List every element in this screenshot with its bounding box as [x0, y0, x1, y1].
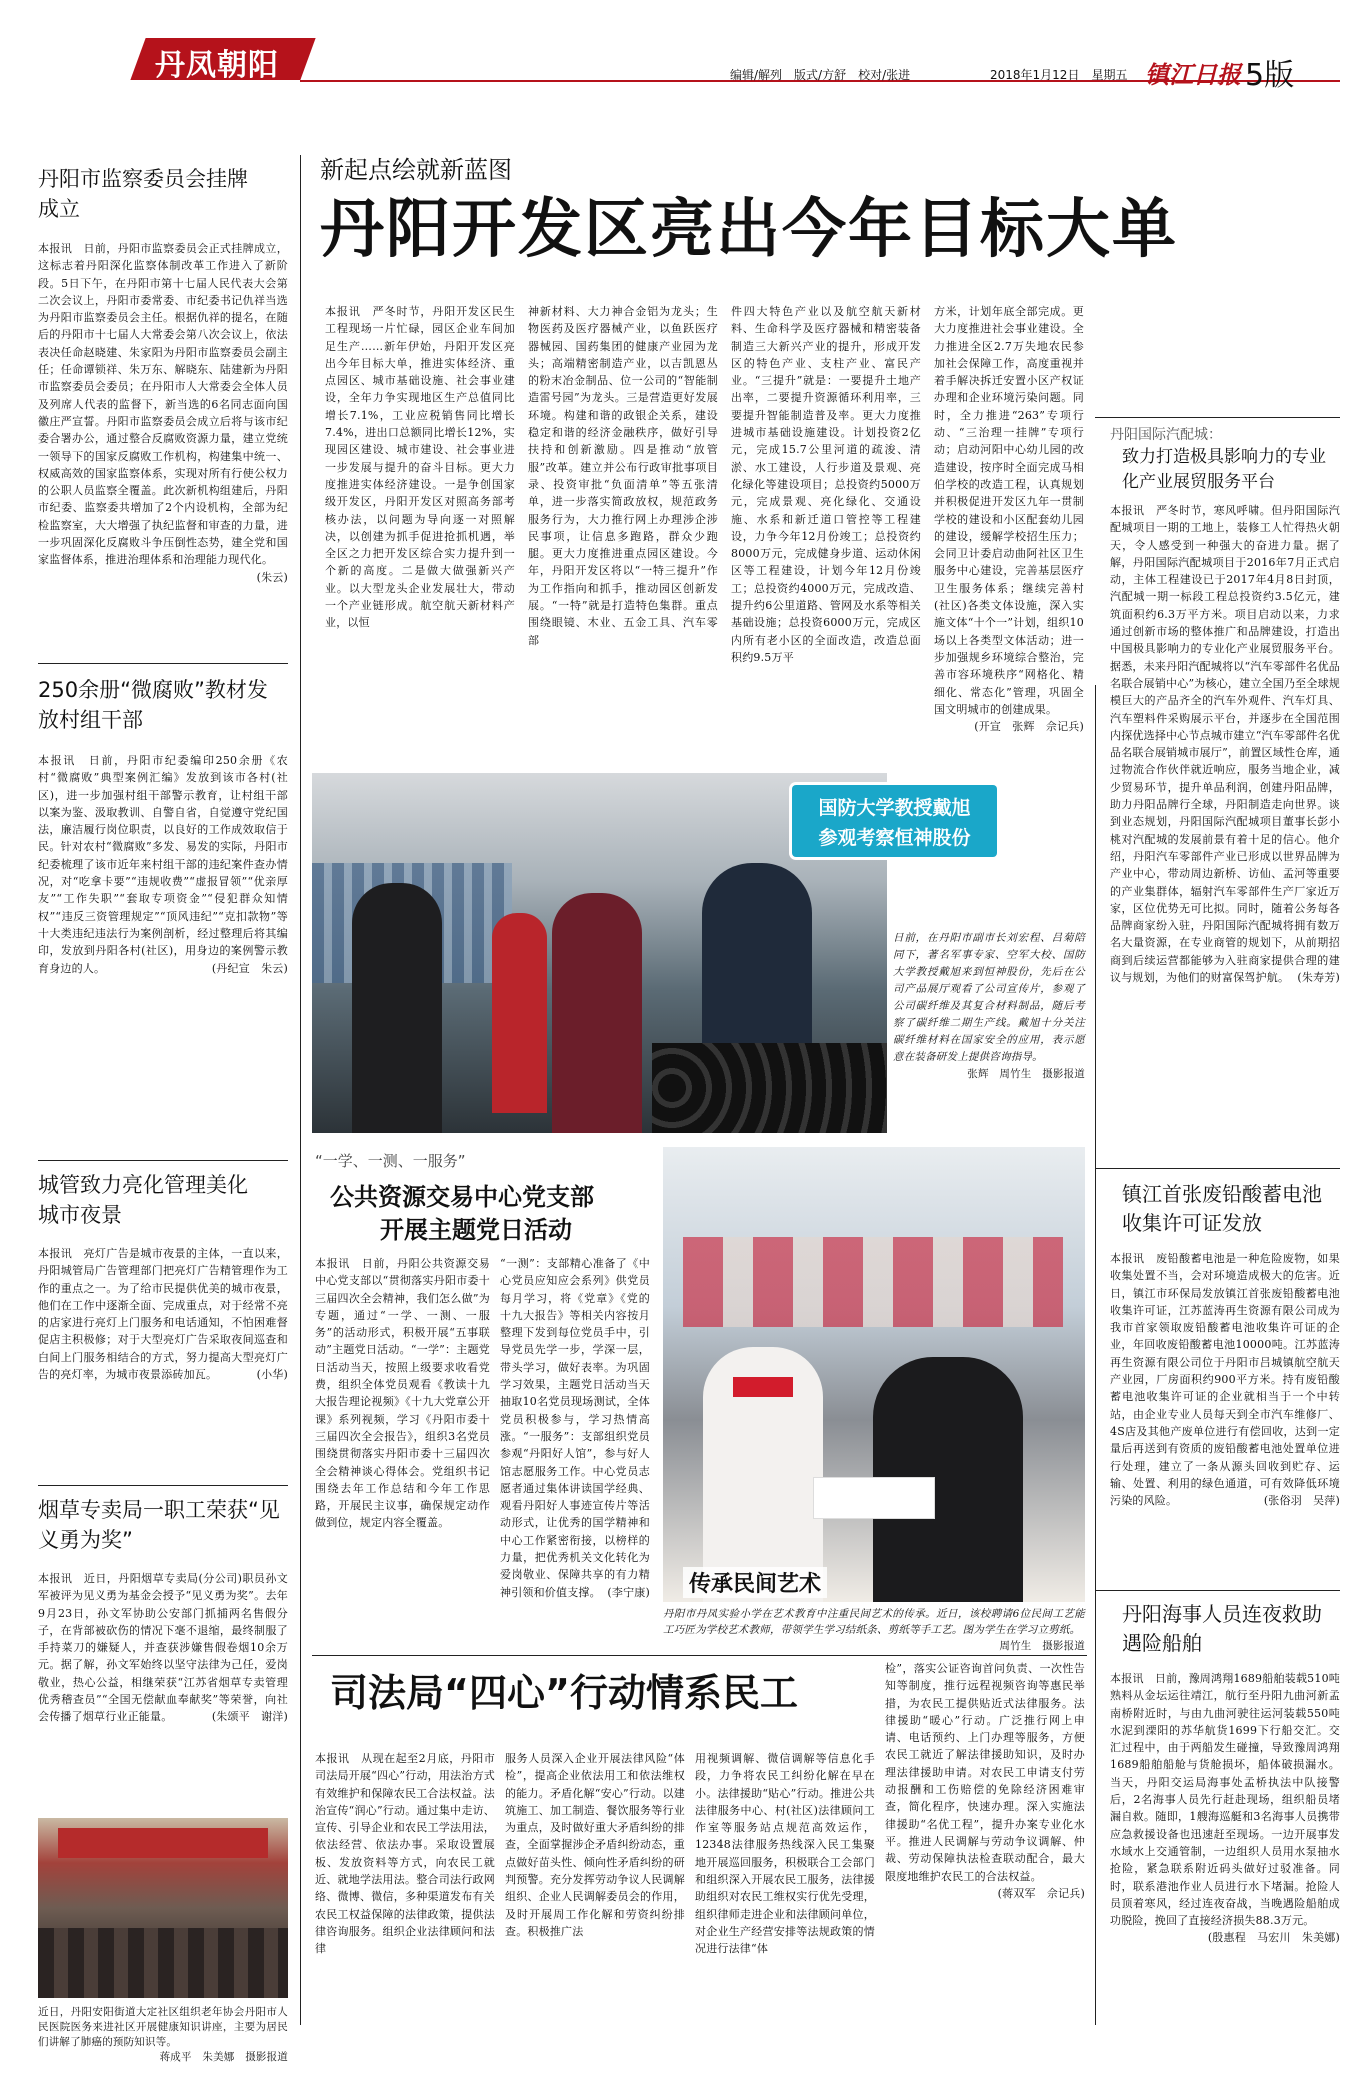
sifa-col-4: 检”，落实公证咨询首问负责、一次性告知等制度，推行远程视频咨询等惠民举措，为农民工提供贴近式法律服务。法律援助“暖心”行动。广泛推行网上申请、电话预约、上门办理等服务，方便农民工就近了解法律援助知识，及时办理法律援助申请。对农民工申请支付劳动报酬和工伤赔偿的免除经济困难审查，简化程序，快速办理。深入实施法律援助“名优工程”，提升办案专业化水平。推进人民调解与劳动争议调解、仲裁、劳动保障执法检查联动配合，最大限度地维护农民工的合法权益。 (蒋双军 佘记兵) [885, 1660, 1085, 2020]
divider [1095, 1168, 1340, 1169]
article-title: 丹阳市监察委员会挂牌成立 [38, 167, 248, 221]
banner [58, 1828, 268, 1858]
credit: (朱颂平 谢洋) [211, 1710, 288, 1724]
column-name: 丹凤朝阳 [155, 48, 279, 83]
person-left [352, 883, 442, 1133]
badge-line-1: 国防大学教授戴旭 [818, 797, 971, 819]
divider [38, 663, 288, 664]
article-body: 本报讯 日前，丹阳市纪委编印250余册《农村“微腐败”典型案例汇编》发放到该市各村(社区)，进一步加强村组干部警示教育，让村组干部以案为鉴、汲取教训、自警自省，自觉遵守党纪国法，廉洁履行岗位职责，以良好的工作成效取信于民。针对农村“微腐败”多发、易发的实际，丹阳市纪委梳理了该市近年来村组干部的违纪案件查办情况，对“吃拿卡要”“违规收费”“虚报冒领”“优亲厚友”“工作失职”“套取专项资金”“侵犯群众知情权”“违反三资管理规定”“顶风违纪”“克扣款物”等十大类违纪违法行为案例剖析，经过整理后将其编印，发放到丹阳各村(社区)，用身边的案例警示教育身边的人。 (丹纪宣 朱云) [38, 752, 288, 1142]
photo-folk-art [663, 1147, 1085, 1602]
photo-lecture [38, 1818, 288, 1998]
credit: (蒋双军 佘记兵) [997, 1886, 1085, 1900]
person-center [552, 893, 642, 1133]
lead-title: 丹阳开发区亮出今年目标大单 [320, 192, 1178, 267]
sifa-col-2: 服务人员深入企业开展法律风险“体检”，提高企业依法用工和依法维权的能力。矛盾化解“安心”行动。以建筑施工、加工制造、餐饮服务等行业为重点，及时做好重大矛盾纠纷的排查，全面掌握涉企矛盾纠纷动态，重点做好苗头性、倾向性矛盾纠纷的研判预警。充分发挥劳动争议人民调解组织、企业人民调解委员会的作用，及时开展周工作化解和劳资纠纷排查。积极推广法 [505, 1752, 685, 1938]
article-title: 250余册“微腐败”教材发放村组干部 [38, 678, 268, 732]
lead-col-3: 件四大特色产业以及航空航天新材料、生命科学及医疗器械和精密装备制造三大新兴产业的提升，形成开发区的特色产业、支柱产业、富民产业。“三提升”就是：一要提升土地产出率，二要提升资源循环利用率，三要提升智能制造普及率。更大力度推进城市基础设施建设。计划投资2亿元，完成15.7公里河道的疏浚、清淤、水工建设，人行步道及景观、亮化绿化等建设项目；总投资约5000万元，完成景观、亮化绿化、交通设施、水系和新迁道口管控等工程建设，力争今年12月份竣工；总投资约8000万元，完成健身步道、运动休闲区等工程建设，计划今年12月份竣工；总投资约4000万元，完成改造、提升约6公里道路、管网及水系等相关基础设施；总投资6000万元，完成区内所有老小区的全面改造，改造总面积约9.5万平 [731, 305, 921, 664]
right-column-rule [1095, 685, 1096, 2025]
divider [38, 1160, 288, 1161]
page-number: 5版 [1245, 58, 1295, 93]
article-body: 本报讯 废铅酸蓄电池是一种危险废物，如果收集处置不当，会对环境造成极大的危害。近日，镇江市环保局发放镇江首张废铅酸蓄电池收集许可证，江苏蓝涛再生资源有限公司成为我市首家领取废铅酸蓄电池收集许可证的企业，年回收废铅酸蓄电池10000吨。江苏蓝涛再生资源有限公司位于丹阳市吕城镇航空航天产业园，厂房面积约900平方米。持有废铅酸蓄电池收集许可证的企业就相当于一个中转站，由企业专业人员每天到全市汽车维修厂、4S店及其他产废单位进行有偿回收，达到一定量后再送到有资质的废铅酸蓄电池处置单位进行处理，建立了一条从源头回收到贮存、运输、处置、利用的绿色通道，可有效降低环境污染的风险。 (张俗羽 吴萍) [1110, 1250, 1340, 1580]
article-title: 致力打造极具影响力的专业化产业展贸服务平台 [1122, 447, 1326, 492]
left-column-rule [300, 155, 301, 2025]
gongzi-title-1: 公共资源交易中心党支部 [330, 1183, 594, 1211]
divider [38, 1485, 288, 1486]
gongzi-title-2: 开展主题党日活动 [380, 1216, 572, 1244]
audience [38, 1928, 288, 1998]
divider [1095, 417, 1340, 418]
right-column [1110, 420, 1340, 2020]
article-title: 烟草专卖局一职工荣获“见义勇为奖” [38, 1498, 280, 1552]
gongzi-col-1: 本报讯 日前，丹阳公共资源交易中心党支部以“贯彻落实丹阳市委十三届四次全会精神，我们怎么做”为专题，通过“一学、一测、一服务”的活动形式，积极开展“五事联动”主题党日活动。“一学”：主题党日活动当天，按照上级要求收看党费，组织全体党员观看《教读十九大报告理论视频》《十九大党章公开课》系列视频，学习《丹阳市委十三届四次全会报告》，组织3名党员围绕贯彻落实丹阳市委十三届四次全会精神谈心得体会。党组织书记围绕去年工作总结和今年工作思路，开展民主议事，确保规定动作做到位，规定内容全覆盖。 [315, 1257, 490, 1530]
article-kicker: 丹阳国际汽配城： [1110, 427, 1222, 443]
gongzi-col-2: “一测”：支部精心准备了《中心党员应知应会系列》供党员每月学习，将《党章》《党的十九大报告》等相关内容按月整理下发到每位党员手中，引导党员先学一步，学深一层，带头学习，做好表率。为巩固学习效果，主题党日活动当天抽取10名党员现场测试，全体党员积极参与，学习热情高涨。“一服务”：支部组织党员参观“丹阳好人馆”，参与好人馆志愿服务工作。中心党员志愿者通过集体讲读国学经典、观看丹阳好人事迹宣传片等活动形式，让优秀的国学精神和中心工作紧密衔接，以榜样的力量，把优秀机关文化转化为爱岗敬业、保障共享的有力精神引领和价值支撑。 (李宁康) [500, 1255, 650, 1650]
lead-col-1: 本报讯 严冬时节，丹阳开发区民生工程现场一片忙碌，园区企业车间加足生产……新年伊始，丹阳开发区亮出今年目标大单，推进实体经济、重点园区、城市基础设施、社会事业建设，全年力争实现地区生产总值同比增长7.1%，工业应税销售同比增长7.4%，进出口总额同比增长12%，实现园区建设、城市建设、社会事业进一步发展与提升的奋斗目标。更大力度推进实体经济建设。一是争创国家级开发区，丹阳开发区对照高务部考核办法，以问题为导向逐一对照解决，以创建为抓手促进抢抓机遇，举全区之力把开发区综合实力提升到一个新的高度。二是做大做强新兴产业。以大型龙头企业发展壮大，带动一个产业链形成。航空航天新材料产业，以恒 [325, 305, 515, 630]
sifa-col-3: 用视频调解、微信调解等信息化手段，力争将农民工纠纷化解在早在小。法律援助“贴心”行动。推进公共法律服务中心、村(社区)法律顾问工作室等服务站点规范高效运作，12348法律服务热线深入民工集聚地开展巡回服务，积极联合工会部门和组织深入开展农民工服务，法律援助组织对农民工维权实行优先受理，组织律师走进企业和法律顾问单位，对企业生产经营安排等法规政策的情况进行法律“体 [695, 1752, 875, 1956]
credit: (小华) [256, 1368, 288, 1382]
photo-badge [792, 785, 997, 857]
divider [1095, 1590, 1340, 1591]
article-title: 城管致力亮化管理美化城市夜景 [38, 1173, 248, 1227]
left-column [38, 160, 288, 2063]
photo-caption: 丹阳市丹凤实验小学在艺术教育中注重民间艺术的传承。近日，该校聘请6位民间工艺能工巧匠为学校艺术教师，带领学生学习结纸条、剪纸等手工艺。图为学生在学习立剪纸。 周竹生 摄影报道 [663, 1608, 1085, 1652]
person-red [492, 913, 547, 1113]
masthead [0, 0, 1355, 95]
header-date: 2018年1月12日 星期五 [990, 68, 1128, 82]
badge-line-2: 参观考察恒神股份 [818, 827, 971, 849]
editors-line: 编辑/解列 版式/方舒 校对/张进 [730, 68, 911, 82]
credit: (殷惠程 马宏川 朱美娜) [1207, 1931, 1340, 1945]
photo-credit: 周竹生 摄影报道 [999, 1640, 1085, 1652]
students-back [683, 1237, 1063, 1327]
article-title: 丹阳海事人员连夜救助遇险船舶 [1122, 1602, 1322, 1655]
photo-caption: 近日，丹阳安阳街道大定社区组织老年协会丹阳市人民医院医务来进社区开展健康知识讲座，主要为居民们讲解了肺癌的预防知识等。 蒋成平 朱美娜 摄影报道 [38, 2006, 288, 2063]
sifa-title: 司法局“四心”行动情系民工 [330, 1671, 798, 1715]
photo-label: 传承民间艺术 [683, 1567, 827, 1598]
gongzi-kicker: “一学、一测、一服务” [315, 1152, 466, 1170]
lead-credit: (开宣 张辉 佘记兵) [974, 720, 1084, 734]
credit: (丹纪宣 朱云) [211, 961, 288, 975]
lead-kicker: 新起点绘就新蓝图 [320, 156, 512, 184]
paper-name: 镇江日报 [1145, 60, 1241, 89]
credit: (朱云) [256, 570, 288, 584]
article-body: 本报讯 日前，豫周鸿翔1689船舶装载510吨熟料从金坛运往靖江，航行至丹阳九曲河新孟南桥附近时，与由九曲河驶往运河装载550吨水泥到溧阳的苏华航货1699下行船交汇。交汇过程中，由于两船发生碰撞，导致豫周鸿翔1689船舶船舱与货舱损坏，船体破损漏水。当天，丹阳交运局海事处孟桥执法中队接警后，2名海事人员先行赶赴现场，组织船员堵漏自救。随即，1艘海巡艇和3名海事人员携带应急救援设备也迅速赶至现场。一边开展事发水域水上交通管制，一边组织人员用水泵抽水抢险，紧急联系附近码头做好过驳准备。同时，联系港池作业人员进行水下堵漏。抢险人员顶着寒风，经过连夜奋战，当晚遇险船舶成功脱险，挽回了直接经济损失88.3万元。 (殷惠程 马宏川 朱美娜) [1110, 1670, 1340, 2020]
lead-col-2: 神新材料、大力神合金铝为龙头；生物医药及医疗器械产业，以鱼跃医疗器械园、国药集团的健康产业园为龙头；高端精密制造产业，以吉凯恩丛的粉末冶金制品、位一公司的“智能制造雷号园”为龙头。三是营造更好发展环境。构建和谐的政银企关系，建设稳定和谐的经济金融秩序，做好引导扶持和创新激励。四是推动“放管服”改革。建立并公布行政审批事项目录、投资审批“负面清单”等五张清单，进一步落实简政放权，规范政务服务行为，大力推行网上办理涉企涉民事项，让信息多跑路，群众少跑腿。更大力度推进重点园区建设。今年，丹阳开发区将以“一特三提升”作为工作指向和抓手，推动园区创新发展。“一特”就是打造特色集群。重点围绕眼镜、木业、五金工具、汽车零部 [528, 305, 718, 647]
fiber-spools [652, 1043, 887, 1133]
credit: (张俗羽 吴萍) [1263, 1494, 1340, 1508]
lead-col-4: 方米，计划年底全部完成。更大力度推进社会事业建设。全力推进全区2.7万失地农民参加社会保障工作，高度重视并着手解决拆迁安置小区产权证办理和企业环境污染问题。同时，全力推进“263”专项行动、“三治理一挂牌”专项行动；启动河阳中心幼儿园的改造建设，按序时全面完成马相伯学校的改造工程，认真规划并积极促进开发区九年一贯制学校的建设和小区配套幼儿园的建设，缓解学校招生压力；会同卫计委启动曲阿社区卫生服务中心建设，完善基层医疗卫生服务体系；继续完善村(社区)各类文体设施，深入实施文体“十个一”计划，组织10场以上各类型文体活动；进一步加强规乡环境综合整治，完善市容环境秩序“网格化、精细化、常态化”管理，巩固全国文明城市的创建成果。 (开宣 张辉 佘记兵) [934, 303, 1084, 688]
photo-caption: 日前，在丹阳市副市长刘宏程、吕菊陪同下，著名军事专家、空军大校、国防大学教授戴旭来到恒神股份，先后在公司产品展厅观看了公司宣传片，参观了公司碳纤维及其复合材料制品，随后考察了碳纤维二期生产线。戴旭十分关注碳纤维材料在国家安全的应用，表示愿意在装备研发上提供咨询指导。 张辉 周竹生 摄影报道 [893, 930, 1085, 1125]
article-body: 本报讯 近日，丹阳烟草专卖局(分公司)职员孙文军被评为见义勇为基金会授予“见义勇为奖”。去年9月23日，孙文军协助公安部门抓捕两名售假分子，在背部被砍伤的情况下毫不退缩，最终制服了手持菜刀的嫌疑人，并查获涉嫌售假卷烟10余万元。据了解，孙文军始终以坚守法律为己任，爱岗敬业，热心公益，相继荣获“江苏省烟草专卖管理优秀稽查员”“全国无偿献血奉献奖”等荣誉，向社会传播了烟草行业正能量。 (朱颂平 谢洋) [38, 1570, 288, 1796]
sifa-col-1: 本报讯 从现在起至2月底，丹阳市司法局开展“四心”行动，用法治方式有效维护和保障农民工合法权益。法治宣传“润心”行动。通过集中走访、宣传、引导企业和农民工学法用法，依法经营、依法办事。采取设置展板、发放资料等方式，向农民工就近、就地学法用法。整合司法行政网络、微博、微信，多种渠道发布有关农民工权益保障的法律政策，提供法律咨询服务。组织企业法律顾问和法律 [315, 1752, 495, 1956]
photo-credit: 蒋成平 朱美娜 摄影报道 [159, 2051, 288, 2063]
article-title: 镇江首张废铅酸蓄电池收集许可证发放 [1122, 1182, 1322, 1235]
paper-strips [813, 1477, 935, 1519]
credit: (朱寿芳) [1297, 971, 1340, 985]
article-body: 本报讯 日前，丹阳市监察委员会正式挂牌成立，这标志着丹阳深化监察体制改革工作进入了新阶段。5日下午，在丹阳市第十七届人民代表大会第二次会议上，丹阳市委常委、市纪委书记仇祥当选为丹阳市监察委员会主任。根据仇祥的提名，在随后的丹阳市十七届人大常委会第八次会议上，依法表决任命赵晓建、朱家阳为丹阳市监察委员会副主任；任命谭锁祥、朱万东、解晓东、陆建新为丹阳市监察委员会委员；在丹阳市人大常委会全体人员及列席人代表的监督下，新当选的6名同志面向国徽庄严宣誓。丹阳市监察委员会成立后将与该市纪委合署办公，通过整合反腐败资源力量，建立党统一领导下的国家反腐败工作机构，构建集中统一、权威高效的国家监察体系，实现对所有行使公权力的公职人员监察全覆盖。此次新机构组建后，丹阳市纪委、监察委共增加了2个内设机构，全部为纪检监察室，大大增强了执纪监督和审查的力量，进一步巩固深化反腐败斗争压倒性态势，建全党和国家监督体系，推进治理体系和治理能力现代化。 (朱云) [38, 240, 288, 645]
article-body: 本报讯 严冬时节，寒风呼啸。但丹阳国际汽配城项目一期的工地上，装修工人忙得热火朝天，令人感受到一种强大的奋进力量。据了解，丹阳国际汽配城项目于2016年7月正式启动，主体工程建设已于2017年4月8日封顶，汽配城一期一标段工程总投资约3.5亿元，建筑面积约6.3万平方米。项目启动以来，力求通过创新市场的整体推广和品牌建设，打造出中国极具影响力的专业化产业展贸服务平台。据悉，未来丹阳汽配城将以“汽车零部件名优品名联合展销中心”为核心，建立全国乃至全球规模巨大的产品齐全的汽车外观件、汽车灯具、汽车塑料件采购展示平台，并逐步在全国范围内探优选择中心节点城市建立“汽车零部件名优品名联合展销城市展厅”，前置区域性仓库，通过物流合作伙伴就近响应，服务当地企业，减少贸易环节，提升单品利润，创建丹阳品牌，助力丹阳品牌行全球，丹阳制造走向世界。谈到业态规划，丹阳国际汽配城项目董事长彭小桃对汽配城的发展前景有着十足的信心。他介绍，丹阳汽车零部件产业已形成以世界品牌为产业中心，带动周边新桥、访仙、孟河等重要的产业集群体，辐射汽车零部件生产厂家近万家，区位优势无可比拟。同时，随着公务每各品牌商家纷入驻，丹阳国际汽配城将拥有数万名大量资源，在专业商管的规划下，从前期招商到后续运营都能够为入驻商家提供合理的建议与规划，为他们的财富保驾护航。 (朱寿芳) [1110, 502, 1340, 1157]
photo-credit: 张辉 周竹生 摄影报道 [967, 1068, 1085, 1080]
student-left-scarf [733, 1377, 793, 1397]
article-body: 本报讯 亮灯广告是城市夜景的主体，一直以来，丹阳城管局广告管理部门把亮灯广告精管理作为工作的重点之一。为了给市民提供优美的城市夜景，他们在工作中逐渐全面、完成重点，对于经常不亮的店家进行亮灯上门服务和电话通知，不怕困难督促店主积极修；对于大型亮灯广告采取夜间巡查和白间上门服务相结合的方式，努力提高大型亮灯广告的亮灯率，为城市夜景添砖加瓦。 (小华) [38, 1245, 288, 1471]
credit: (李宁康) [607, 1585, 650, 1599]
divider [312, 1655, 1087, 1656]
